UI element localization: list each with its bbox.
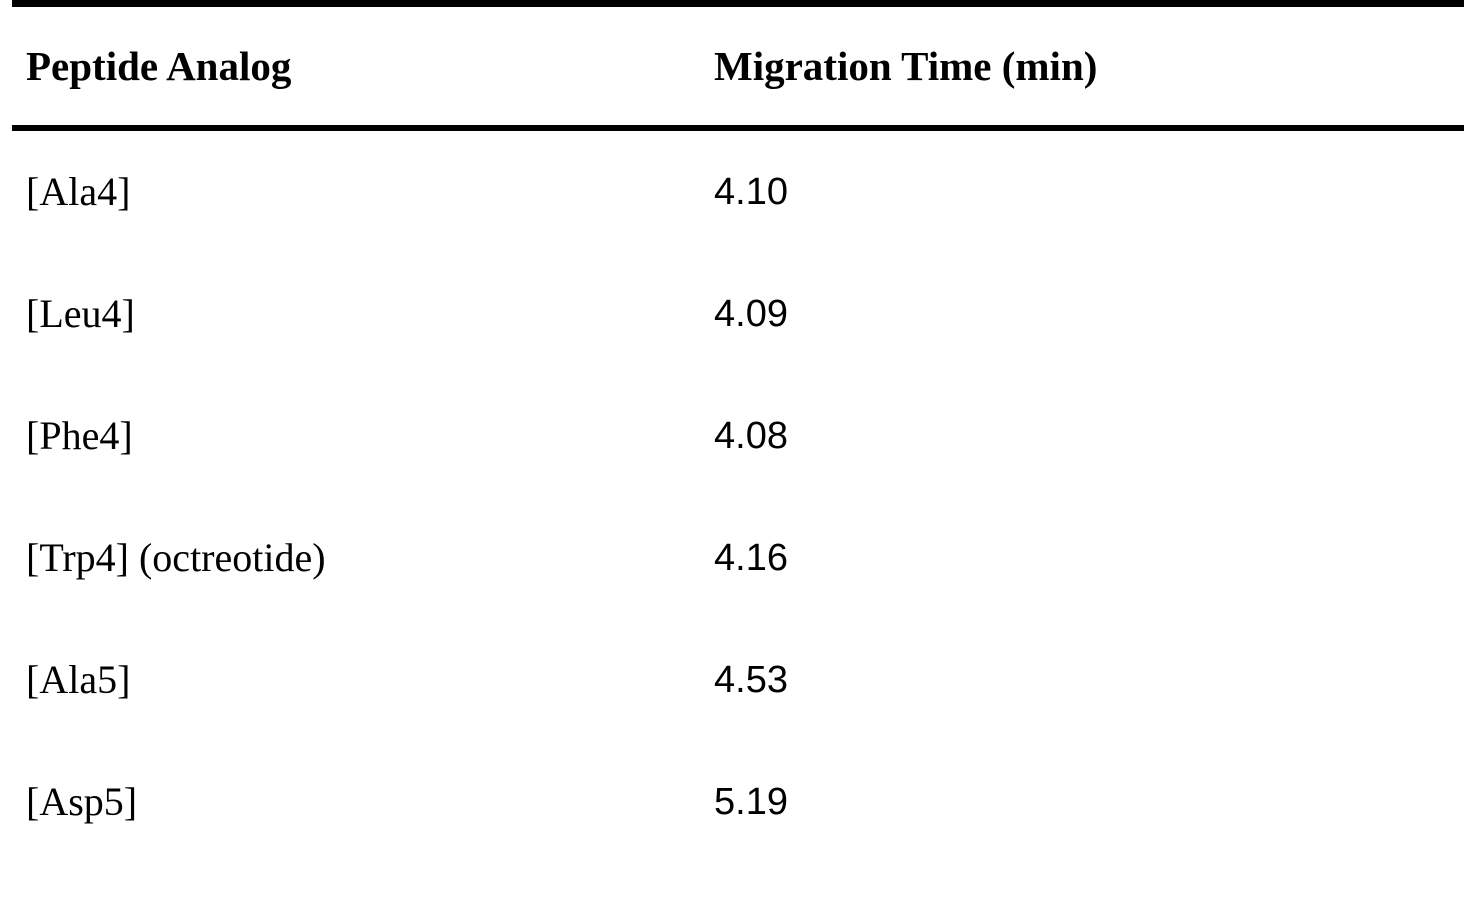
column-header-migration-time: Migration Time (min)	[714, 43, 1098, 89]
cell-migration-time: 4.16	[714, 537, 788, 579]
cell-migration-time: 5.19	[714, 781, 788, 823]
table-row	[12, 619, 1477, 741]
table-row	[12, 253, 1477, 375]
column-header-peptide-analog: Peptide Analog	[26, 43, 292, 89]
table-body	[12, 131, 1477, 863]
table-row	[12, 375, 1477, 497]
peptide-migration-table-body	[12, 131, 1477, 863]
cell-peptide-analog: [Ala5]	[26, 657, 131, 702]
cell-migration-time: 4.53	[714, 659, 788, 701]
cell-peptide-analog: [Ala4]	[26, 169, 131, 214]
peptide-migration-table	[12, 7, 1477, 125]
cell-migration-time: 4.09	[714, 293, 788, 335]
table-row	[12, 131, 1477, 253]
cell-peptide-analog: [Trp4] (octreotide)	[26, 535, 326, 580]
table-top-rule	[12, 0, 1464, 7]
cell-migration-time: 4.08	[714, 415, 788, 457]
cell-migration-time: 4.10	[714, 171, 788, 213]
table-row	[12, 497, 1477, 619]
table-row	[12, 741, 1477, 863]
table-header-row	[12, 7, 1477, 125]
cell-peptide-analog: [Leu4]	[26, 291, 135, 336]
table-header	[12, 7, 1477, 125]
cell-peptide-analog: [Asp5]	[26, 779, 138, 824]
cell-peptide-analog: [Phe4]	[26, 413, 133, 458]
